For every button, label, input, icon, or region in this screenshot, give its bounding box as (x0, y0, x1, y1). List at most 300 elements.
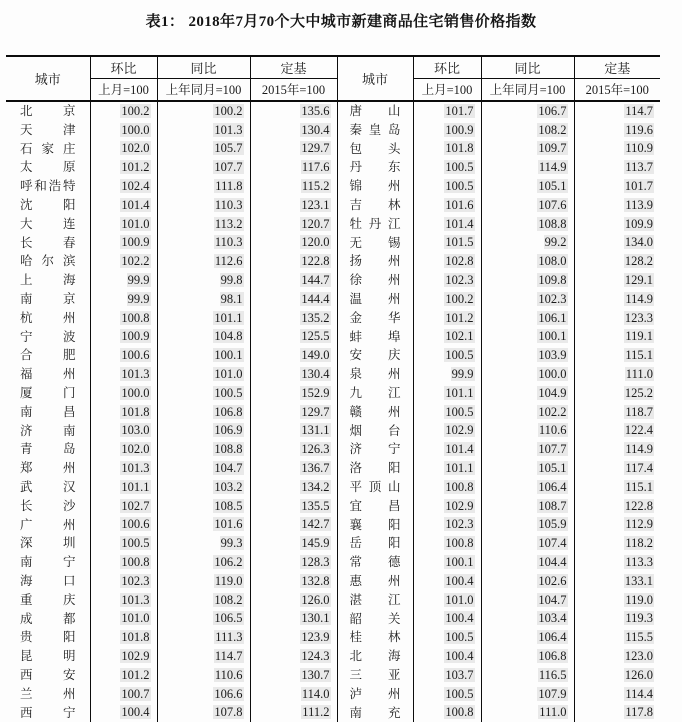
table-row (6, 478, 660, 497)
fixed-value-left: 130.7 (250, 666, 337, 685)
city-cell-left: 昆明 (6, 647, 90, 666)
header-yoy-base-left: 上年同月=100 (157, 78, 250, 101)
city-cell-left: 哈尔滨 (6, 252, 90, 271)
mom-value-right: 103.7 (413, 666, 481, 685)
city-cell-right: 包头 (337, 140, 413, 159)
yoy-value-right: 100.0 (481, 365, 574, 384)
city-cell-right: 丹东 (337, 158, 413, 177)
fixed-value-right: 113.3 (574, 553, 660, 572)
fixed-value-right: 125.2 (574, 384, 660, 403)
city-cell-left: 合肥 (6, 346, 90, 365)
yoy-value-right: 104.4 (481, 553, 574, 572)
yoy-value-left: 101.3 (157, 121, 250, 140)
city-cell-right: 韶关 (337, 610, 413, 629)
yoy-value-right: 106.4 (481, 628, 574, 647)
yoy-value-left: 106.8 (157, 403, 250, 422)
yoy-value-left: 106.6 (157, 685, 250, 704)
mom-value-left: 100.6 (90, 346, 157, 365)
fixed-value-left: 123.1 (250, 196, 337, 215)
mom-value-right: 102.3 (413, 516, 481, 535)
fixed-value-right: 126.0 (574, 666, 660, 685)
mom-value-right: 100.4 (413, 572, 481, 591)
fixed-value-right: 119.6 (574, 121, 660, 140)
fixed-value-left: 134.2 (250, 478, 337, 497)
yoy-value-left: 106.9 (157, 422, 250, 441)
fixed-value-right: 118.2 (574, 534, 660, 553)
mom-value-left: 101.0 (90, 215, 157, 234)
city-cell-left: 海口 (6, 572, 90, 591)
mom-value-right: 99.9 (413, 365, 481, 384)
yoy-value-left: 108.8 (157, 440, 250, 459)
table-body (6, 101, 660, 722)
fixed-value-right: 117.8 (574, 704, 660, 722)
mom-value-right: 100.5 (413, 403, 481, 422)
fixed-value-left: 130.4 (250, 365, 337, 384)
table-row (6, 516, 660, 535)
mom-value-right: 101.4 (413, 440, 481, 459)
table-row (6, 365, 660, 384)
city-cell-right: 平顶山 (337, 478, 413, 497)
fixed-value-left: 136.7 (250, 459, 337, 478)
city-cell-left: 长春 (6, 234, 90, 253)
mom-value-left: 100.2 (90, 101, 157, 121)
mom-value-left: 100.8 (90, 553, 157, 572)
mom-value-right: 101.1 (413, 384, 481, 403)
table-row (6, 140, 660, 159)
table-row (6, 290, 660, 309)
table-row (6, 704, 660, 722)
yoy-value-right: 104.7 (481, 591, 574, 610)
city-cell-left: 石家庄 (6, 140, 90, 159)
city-cell-left: 上海 (6, 271, 90, 290)
yoy-value-right: 104.9 (481, 384, 574, 403)
table-row (6, 121, 660, 140)
fixed-value-left: 142.7 (250, 516, 337, 535)
fixed-value-left: 111.2 (250, 704, 337, 722)
fixed-value-right: 129.1 (574, 271, 660, 290)
city-cell-right: 泉州 (337, 365, 413, 384)
table-row (6, 101, 660, 121)
city-cell-right: 无锡 (337, 234, 413, 253)
fixed-value-left: 144.4 (250, 290, 337, 309)
city-cell-right: 常德 (337, 553, 413, 572)
page-title: 表1： 2018年7月70个大中城市新建商品住宅销售价格指数 (0, 0, 682, 32)
city-cell-left: 西安 (6, 666, 90, 685)
table-row (6, 610, 660, 629)
fixed-value-left: 123.9 (250, 628, 337, 647)
fixed-value-right: 113.7 (574, 158, 660, 177)
city-cell-left: 呼和浩特 (6, 177, 90, 196)
city-cell-left: 广州 (6, 516, 90, 535)
city-cell-left: 杭州 (6, 309, 90, 328)
fixed-value-right: 123.0 (574, 647, 660, 666)
mom-value-left: 102.7 (90, 497, 157, 516)
fixed-value-right: 119.3 (574, 610, 660, 629)
mom-value-left: 100.5 (90, 534, 157, 553)
city-cell-right: 牡丹江 (337, 215, 413, 234)
mom-value-left: 100.4 (90, 704, 157, 722)
header-city-left: 城市 (6, 56, 90, 101)
city-cell-left: 南昌 (6, 403, 90, 422)
fixed-value-left: 152.9 (250, 384, 337, 403)
yoy-value-right: 100.1 (481, 328, 574, 347)
city-cell-right: 岳阳 (337, 534, 413, 553)
city-cell-left: 南京 (6, 290, 90, 309)
fixed-value-right: 109.9 (574, 215, 660, 234)
mom-value-right: 101.0 (413, 591, 481, 610)
table-row (6, 553, 660, 572)
mom-value-left: 101.8 (90, 403, 157, 422)
yoy-value-right: 108.0 (481, 252, 574, 271)
city-cell-left: 福州 (6, 365, 90, 384)
fixed-value-left: 117.6 (250, 158, 337, 177)
yoy-value-right: 110.6 (481, 422, 574, 441)
yoy-value-left: 101.0 (157, 365, 250, 384)
yoy-value-right: 102.6 (481, 572, 574, 591)
mom-value-left: 100.0 (90, 384, 157, 403)
yoy-value-right: 106.4 (481, 478, 574, 497)
city-cell-left: 济南 (6, 422, 90, 441)
yoy-value-right: 105.9 (481, 516, 574, 535)
table-row (6, 628, 660, 647)
city-cell-right: 泸州 (337, 685, 413, 704)
fixed-value-left: 125.5 (250, 328, 337, 347)
mom-value-right: 102.1 (413, 328, 481, 347)
mom-value-left: 101.3 (90, 591, 157, 610)
fixed-value-left: 115.2 (250, 177, 337, 196)
mom-value-left: 102.9 (90, 647, 157, 666)
yoy-value-left: 104.7 (157, 459, 250, 478)
fixed-value-left: 120.7 (250, 215, 337, 234)
table-row (6, 572, 660, 591)
mom-value-right: 100.5 (413, 158, 481, 177)
header-city-right: 城市 (337, 56, 413, 101)
yoy-value-left: 108.5 (157, 497, 250, 516)
city-cell-right: 惠州 (337, 572, 413, 591)
fixed-value-left: 135.2 (250, 309, 337, 328)
yoy-value-right: 102.2 (481, 403, 574, 422)
header-fixed-base-left: 2015年=100 (250, 78, 337, 101)
city-cell-left: 郑州 (6, 459, 90, 478)
price-index-table (6, 55, 660, 722)
table-row (6, 403, 660, 422)
yoy-value-left: 99.8 (157, 271, 250, 290)
yoy-value-right: 107.9 (481, 685, 574, 704)
mom-value-left: 102.2 (90, 252, 157, 271)
city-cell-right: 洛阳 (337, 459, 413, 478)
header-fixed-base-right: 2015年=100 (574, 78, 660, 101)
yoy-value-right: 107.4 (481, 534, 574, 553)
yoy-value-left: 100.1 (157, 346, 250, 365)
yoy-value-right: 106.1 (481, 309, 574, 328)
yoy-value-right: 111.0 (481, 704, 574, 722)
yoy-value-right: 108.7 (481, 497, 574, 516)
header-mom-right: 环比 (413, 56, 481, 78)
fixed-value-right: 114.9 (574, 440, 660, 459)
city-cell-left: 青岛 (6, 440, 90, 459)
mom-value-right: 101.6 (413, 196, 481, 215)
fixed-value-right: 133.1 (574, 572, 660, 591)
fixed-value-right: 117.4 (574, 459, 660, 478)
city-cell-right: 北海 (337, 647, 413, 666)
table-row (6, 158, 660, 177)
yoy-value-left: 110.3 (157, 196, 250, 215)
table-row (6, 384, 660, 403)
mom-value-left: 100.9 (90, 328, 157, 347)
fixed-value-right: 115.5 (574, 628, 660, 647)
table-row (6, 271, 660, 290)
mom-value-left: 99.9 (90, 290, 157, 309)
yoy-value-right: 116.5 (481, 666, 574, 685)
fixed-value-left: 131.1 (250, 422, 337, 441)
city-cell-left: 北京 (6, 101, 90, 121)
header-yoy-right: 同比 (481, 56, 574, 78)
table-row (6, 234, 660, 253)
fixed-value-right: 122.8 (574, 497, 660, 516)
yoy-value-left: 101.1 (157, 309, 250, 328)
city-cell-left: 太原 (6, 158, 90, 177)
fixed-value-right: 114.7 (574, 101, 660, 121)
header-mom-left: 环比 (90, 56, 157, 78)
yoy-value-right: 106.8 (481, 647, 574, 666)
yoy-value-right: 99.2 (481, 234, 574, 253)
mom-value-left: 100.6 (90, 516, 157, 535)
city-cell-left: 大连 (6, 215, 90, 234)
city-cell-left: 贵阳 (6, 628, 90, 647)
mom-value-right: 102.8 (413, 252, 481, 271)
mom-value-right: 100.1 (413, 553, 481, 572)
city-cell-right: 徐州 (337, 271, 413, 290)
city-cell-right: 安庆 (337, 346, 413, 365)
mom-value-right: 100.5 (413, 346, 481, 365)
yoy-value-right: 105.1 (481, 177, 574, 196)
yoy-value-left: 110.3 (157, 234, 250, 253)
yoy-value-right: 103.4 (481, 610, 574, 629)
mom-value-right: 102.9 (413, 497, 481, 516)
mom-value-left: 101.0 (90, 610, 157, 629)
mom-value-right: 100.5 (413, 685, 481, 704)
mom-value-right: 100.9 (413, 121, 481, 140)
fixed-value-left: 144.7 (250, 271, 337, 290)
fixed-value-left: 129.7 (250, 140, 337, 159)
yoy-value-right: 106.7 (481, 101, 574, 121)
mom-value-left: 102.4 (90, 177, 157, 196)
yoy-value-left: 108.2 (157, 591, 250, 610)
yoy-value-left: 113.2 (157, 215, 250, 234)
table-row (6, 497, 660, 516)
table-row (6, 252, 660, 271)
fixed-value-right: 115.1 (574, 478, 660, 497)
mom-value-right: 102.9 (413, 422, 481, 441)
city-cell-left: 厦门 (6, 384, 90, 403)
table-row (6, 666, 660, 685)
mom-value-right: 100.5 (413, 628, 481, 647)
city-cell-right: 赣州 (337, 403, 413, 422)
fixed-value-left: 149.0 (250, 346, 337, 365)
fixed-value-left: 124.3 (250, 647, 337, 666)
mom-value-right: 101.7 (413, 101, 481, 121)
city-cell-right: 扬州 (337, 252, 413, 271)
yoy-value-right: 105.1 (481, 459, 574, 478)
fixed-value-left: 145.9 (250, 534, 337, 553)
header-yoy-left: 同比 (157, 56, 250, 78)
mom-value-left: 101.4 (90, 196, 157, 215)
header-fixed-left: 定基 (250, 56, 337, 78)
city-cell-right: 九江 (337, 384, 413, 403)
fixed-value-right: 134.0 (574, 234, 660, 253)
city-cell-right: 宜昌 (337, 497, 413, 516)
yoy-value-right: 102.3 (481, 290, 574, 309)
table-row (6, 685, 660, 704)
fixed-value-right: 113.9 (574, 196, 660, 215)
fixed-value-right: 119.0 (574, 591, 660, 610)
yoy-value-left: 106.5 (157, 610, 250, 629)
mom-value-right: 100.2 (413, 290, 481, 309)
city-cell-right: 南充 (337, 704, 413, 722)
yoy-value-left: 110.6 (157, 666, 250, 685)
city-cell-right: 蚌埠 (337, 328, 413, 347)
table-header (6, 56, 660, 101)
yoy-value-left: 107.8 (157, 704, 250, 722)
table-row (6, 459, 660, 478)
mom-value-left: 102.0 (90, 440, 157, 459)
yoy-value-left: 98.1 (157, 290, 250, 309)
yoy-value-left: 101.6 (157, 516, 250, 535)
table-row (6, 440, 660, 459)
city-cell-left: 南宁 (6, 553, 90, 572)
fixed-value-left: 130.4 (250, 121, 337, 140)
city-cell-right: 济宁 (337, 440, 413, 459)
fixed-value-right: 115.1 (574, 346, 660, 365)
header-fixed-right: 定基 (574, 56, 660, 78)
fixed-value-left: 130.1 (250, 610, 337, 629)
fixed-value-left: 132.8 (250, 572, 337, 591)
fixed-value-left: 128.3 (250, 553, 337, 572)
yoy-value-right: 107.7 (481, 440, 574, 459)
fixed-value-right: 119.1 (574, 328, 660, 347)
city-cell-right: 唐山 (337, 101, 413, 121)
yoy-value-left: 111.8 (157, 177, 250, 196)
city-cell-left: 长沙 (6, 497, 90, 516)
mom-value-right: 100.8 (413, 704, 481, 722)
mom-value-right: 100.4 (413, 610, 481, 629)
mom-value-right: 102.3 (413, 271, 481, 290)
yoy-value-right: 108.2 (481, 121, 574, 140)
mom-value-left: 102.0 (90, 140, 157, 159)
mom-value-left: 101.1 (90, 478, 157, 497)
fixed-value-left: 122.8 (250, 252, 337, 271)
mom-value-right: 100.8 (413, 534, 481, 553)
yoy-value-right: 107.6 (481, 196, 574, 215)
fixed-value-right: 114.4 (574, 685, 660, 704)
yoy-value-right: 109.8 (481, 271, 574, 290)
table-row (6, 328, 660, 347)
table-row (6, 591, 660, 610)
city-cell-right: 温州 (337, 290, 413, 309)
mom-value-right: 101.5 (413, 234, 481, 253)
city-cell-left: 沈阳 (6, 196, 90, 215)
mom-value-right: 100.4 (413, 647, 481, 666)
mom-value-right: 101.1 (413, 459, 481, 478)
fixed-value-right: 101.7 (574, 177, 660, 196)
fixed-value-right: 111.0 (574, 365, 660, 384)
yoy-value-left: 111.3 (157, 628, 250, 647)
table-row (6, 346, 660, 365)
yoy-value-left: 99.3 (157, 534, 250, 553)
city-cell-left: 宁波 (6, 328, 90, 347)
city-cell-right: 桂林 (337, 628, 413, 647)
mom-value-left: 100.8 (90, 309, 157, 328)
fixed-value-right: 112.9 (574, 516, 660, 535)
fixed-value-left: 129.7 (250, 403, 337, 422)
yoy-value-right: 108.8 (481, 215, 574, 234)
mom-value-left: 102.3 (90, 572, 157, 591)
yoy-value-left: 104.8 (157, 328, 250, 347)
mom-value-left: 101.2 (90, 158, 157, 177)
mom-value-left: 101.8 (90, 628, 157, 647)
table-row (6, 422, 660, 441)
table-row (6, 177, 660, 196)
table-row (6, 647, 660, 666)
yoy-value-left: 112.6 (157, 252, 250, 271)
table-row (6, 215, 660, 234)
city-cell-left: 武汉 (6, 478, 90, 497)
yoy-value-left: 100.5 (157, 384, 250, 403)
mom-value-left: 103.0 (90, 422, 157, 441)
fixed-value-right: 114.9 (574, 290, 660, 309)
yoy-value-left: 107.7 (157, 158, 250, 177)
yoy-value-left: 106.2 (157, 553, 250, 572)
mom-value-right: 100.5 (413, 177, 481, 196)
fixed-value-left: 135.5 (250, 497, 337, 516)
mom-value-right: 100.8 (413, 478, 481, 497)
city-cell-right: 金华 (337, 309, 413, 328)
city-cell-right: 锦州 (337, 177, 413, 196)
yoy-value-right: 109.7 (481, 140, 574, 159)
city-cell-right: 襄阳 (337, 516, 413, 535)
yoy-value-left: 100.2 (157, 101, 250, 121)
mom-value-left: 100.9 (90, 234, 157, 253)
mom-value-right: 101.8 (413, 140, 481, 159)
fixed-value-right: 128.2 (574, 252, 660, 271)
fixed-value-left: 135.6 (250, 101, 337, 121)
table-row (6, 534, 660, 553)
mom-value-right: 101.4 (413, 215, 481, 234)
mom-value-left: 100.0 (90, 121, 157, 140)
fixed-value-right: 123.3 (574, 309, 660, 328)
mom-value-left: 100.7 (90, 685, 157, 704)
header-mom-base-right: 上月=100 (413, 78, 481, 101)
fixed-value-right: 122.4 (574, 422, 660, 441)
fixed-value-right: 118.7 (574, 403, 660, 422)
yoy-value-left: 114.7 (157, 647, 250, 666)
fixed-value-left: 126.0 (250, 591, 337, 610)
mom-value-left: 101.2 (90, 666, 157, 685)
table-row (6, 196, 660, 215)
city-cell-right: 烟台 (337, 422, 413, 441)
fixed-value-left: 120.0 (250, 234, 337, 253)
yoy-value-left: 105.7 (157, 140, 250, 159)
header-mom-base-left: 上月=100 (90, 78, 157, 101)
yoy-value-right: 103.9 (481, 346, 574, 365)
mom-value-left: 101.3 (90, 459, 157, 478)
city-cell-right: 三亚 (337, 666, 413, 685)
city-cell-left: 成都 (6, 610, 90, 629)
city-cell-left: 兰州 (6, 685, 90, 704)
city-cell-left: 天津 (6, 121, 90, 140)
yoy-value-left: 119.0 (157, 572, 250, 591)
fixed-value-right: 110.9 (574, 140, 660, 159)
